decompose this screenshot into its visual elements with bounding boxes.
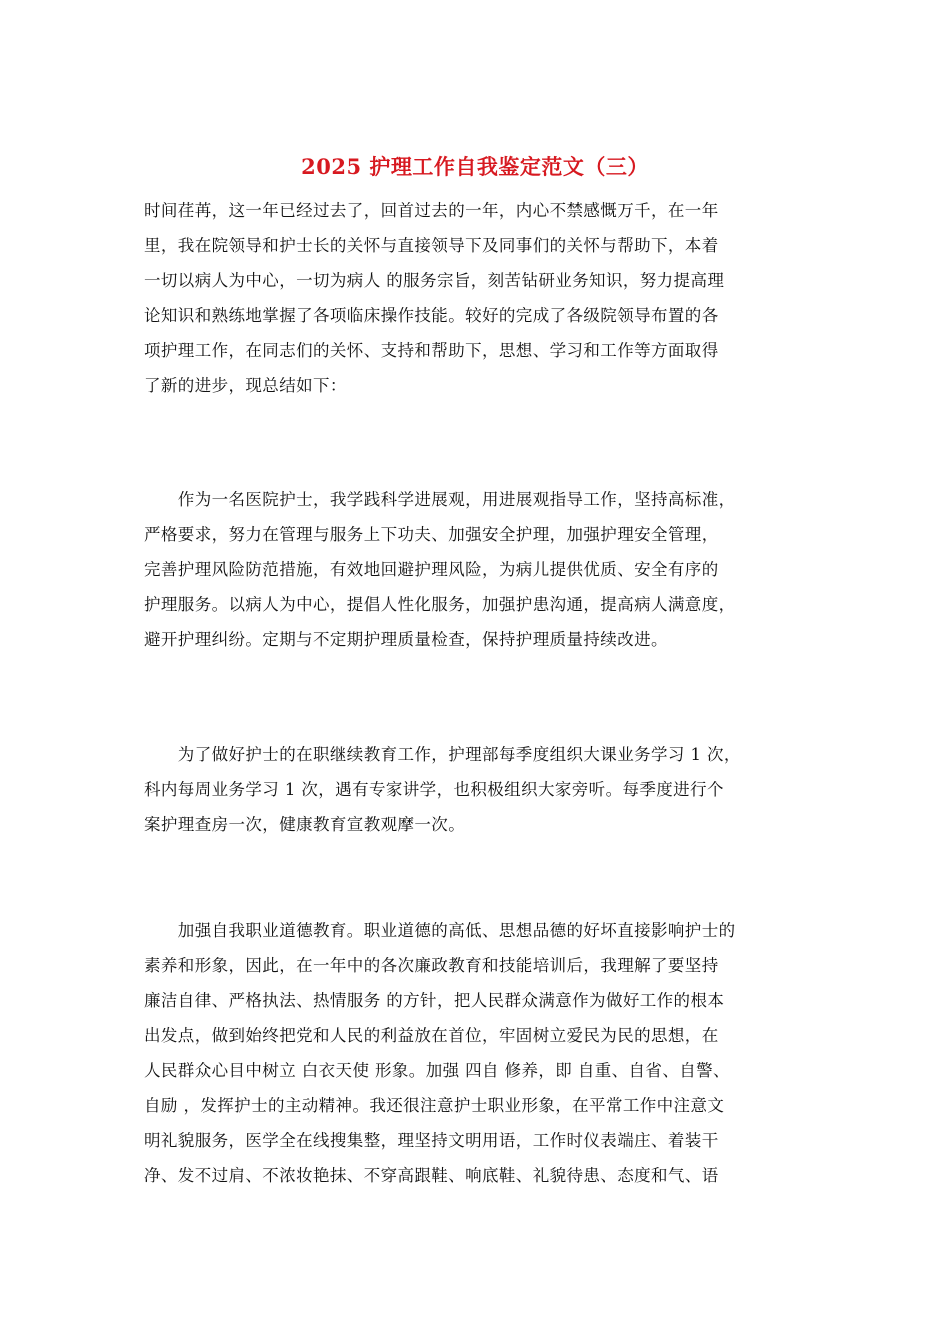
text-line: 里，我在院领导和护士长的关怀与直接领导下及同事们的关怀与帮助下，本着	[144, 236, 719, 255]
text-line: 出发点，做到始终把党和人民的利益放在首位，牢固树立爱民为民的思想，在	[144, 1026, 719, 1045]
text-line: 护理服务。以病人为中心，提倡人性化服务，加强护患沟通，提高病人满意度，	[144, 595, 736, 614]
paragraph-1	[144, 193, 816, 403]
document-title: 2025 护理工作自我鉴定范文（三）	[301, 154, 649, 179]
paragraph-2	[144, 482, 816, 657]
text-line: 为了做好护士的在职继续教育工作，护理部每季度组织大课业务学习 1 次，	[144, 745, 741, 764]
text-line: 了新的进步，现总结如下：	[144, 376, 347, 395]
text-line: 自励 ，发挥护士的主动精神。我还很注意护士职业形象，在平常工作中注意文	[144, 1096, 725, 1115]
text-line: 时间荏苒，这一年已经过去了，回首过去的一年，内心不禁感慨万千，在一年	[144, 201, 719, 220]
text-line: 作为一名医院护士，我学践科学进展观，用进展观指导工作，坚持高标准，	[144, 490, 736, 509]
text-line: 明礼貌服务，医学全在线搜集整，理坚持文明用语，工作时仪表端庄、着装干	[144, 1131, 719, 1150]
text-line: 科内每周业务学习 1 次，遇有专家讲学，也积极组织大家旁听。每季度进行个	[144, 780, 724, 799]
text-line: 加强自我职业道德教育。职业道德的高低、思想品德的好坏直接影响护士的	[144, 921, 736, 940]
text-line: 廉洁自律、严格执法、热情服务 的方针，把人民群众满意作为做好工作的根本	[144, 991, 725, 1010]
text-line: 案护理查房一次，健康教育宣教观摩一次。	[144, 815, 466, 834]
text-line: 完善护理风险防范措施，有效地回避护理风险，为病儿提供优质、安全有序的	[144, 560, 719, 579]
paragraph-4	[144, 913, 816, 1193]
paragraph-3	[144, 737, 816, 842]
text-line: 项护理工作，在同志们的关怀、支持和帮助下，思想、学习和工作等方面取得	[144, 341, 719, 360]
text-line: 素养和形象，因此，在一年中的各次廉政教育和技能培训后，我理解了要坚持	[144, 956, 719, 975]
text-line: 论知识和熟练地掌握了各项临床操作技能。较好的完成了各级院领导布置的各	[144, 306, 719, 325]
text-line: 人民群众心目中树立 白衣天使 形象。加强 四自 修养，即 自重、自省、自警、	[144, 1061, 730, 1080]
text-line: 一切以病人为中心，一切为病人 的服务宗旨，刻苦钻研业务知识，努力提高理	[144, 271, 725, 290]
text-line: 净、发不过肩、不浓妆艳抹、不穿高跟鞋、响底鞋、礼貌待患、态度和气、语	[144, 1166, 719, 1185]
text-line: 严格要求，努力在管理与服务上下功夫、加强安全护理，加强护理安全管理，	[144, 525, 719, 544]
text-line: 避开护理纠纷。定期与不定期护理质量检查，保持护理质量持续改进。	[144, 630, 668, 649]
